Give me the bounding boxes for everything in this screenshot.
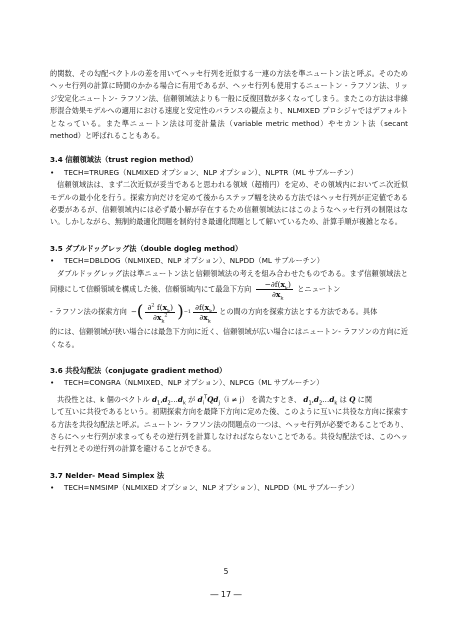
bullet-text: TECH=CONGRA（NLMIXED、NLP オプション）、NLPCG（ML サブルーチン） (64, 378, 324, 388)
section-3-5-heading: 3.5 ダブルドッグレッグ法（double dogleg method） (50, 243, 243, 253)
section-3-6-body-1: 共役性とは、k 個のベクトル $d_1,d_2\dots d_k$ が $d_i^TQd_j(i \ne j)$ を満たすとき、 $d_1,d_2\dots d_k$ は Q に関 (57, 394, 373, 407)
section-3-5-body-3: 的には、信頼領域が狭い場合には最急下方向に近く、信頼領域が広い場合にはニュートン- ラフソンの方向に近くなる。 (50, 327, 408, 349)
bullet-icon: • (50, 167, 55, 177)
text: ダブルドッグレッグ法は準ニュートン法と信頼領域法の考えを組み合わせたものである。まず信頼領域法と同様にして信頼領域を構成した後、信頼領域内にて最急下方向 (50, 268, 408, 294)
section-3-5-bullet (50, 255, 408, 267)
bullet-icon: • (50, 378, 55, 388)
footer-page-number: ― 17 ― (210, 590, 242, 599)
text: とニュートン (297, 284, 341, 294)
section-3-7-bullet (50, 482, 408, 494)
bullet-text: TECH=TRUREG（NLMIXED オプション、NLP オプション）、NLPTR（ML サブルーチン） (64, 167, 358, 177)
page-number: 5 (223, 567, 229, 576)
text: が (188, 394, 196, 404)
bullet-text: TECH=NMSIMP（NLMIXED オプション、NLP オプション）、NLPDD（ML サブルーチン） (64, 483, 359, 493)
conjugacy-formula: d (197, 394, 203, 404)
text: - ラフソン法の探索方向 (50, 307, 127, 317)
text: に関 (357, 394, 373, 404)
vector-formula: d (152, 394, 158, 404)
bullet-icon: • (50, 256, 55, 266)
hessian-formula: $\frac{\partial^2 f(x_k)}{\partial x_k^2}$ (147, 302, 174, 325)
section-3-6-body-2: して互いに共役であるという。初期探索方向を最降下方向に定めた後、このように互いに共役な方向に探索する方法を共役勾配法と呼ぶ。ニュートン- ラフソン法の問題点の一つは、ヘッセ行列が必要であることであり、さらにヘッセ行列が求まってもその逆行列を計算しなければならないことである。共役勾配法では、このヘッセ行列とその逆行列の計算を避けることができる。 (50, 407, 408, 454)
bullet-text: TECH=DBLDOG（NLMIXED、NLP オプション）、NLPDD（ML サブルーチン） (64, 256, 324, 266)
gradient-formula: $\frac{-\partial f(x_k)}{\partial x_k}$ (256, 280, 293, 299)
gradient-formula: $\frac{\partial f(x_k)}{\partial x_k}$ (195, 303, 216, 325)
text: は (339, 394, 347, 404)
intro-paragraph: 的関数、その勾配ベクトルの差を用いてヘッセ行列を近似する一連の方法を準ニュートン法と呼ぶ。そのためヘッセ行列の計算に時間のかかる場合に有用であるが、ヘッセ行列も使用するニュートン - ラフソン法、リッジ安定化ニュートン- ラフソン法、信頼領域法よりも一般に反復回数が多くなってしまう。またこの方法は非線形混合効果モデルへの適用における速度と安定性のバランスの観点より、NLMIXED プロシジャではデフォルトとなっている。また準ニュートン法は可変計量法（variable metric method）やセカント法（secant method）と呼ばれることもある。 (50, 69, 408, 141)
matrix-q: Q (349, 394, 356, 404)
section-3-5-body-1 (50, 268, 408, 302)
bullet-icon: • (50, 483, 55, 493)
section-3-6-bullet (50, 377, 408, 389)
page-body (50, 68, 408, 495)
section-3-4-heading: 3.4 信頼領域法（trust region method） (50, 155, 198, 165)
section-3-5-body-2: - ラフソン法の探索方向 − ( $\frac{\partial^2 f(x_k)}{\partial x_k^2}$ ) −1 $\frac{\partial f(x_k)}{\partial x_k}$ との間の方向を探索方法とする方法である。具体 (50, 302, 378, 325)
vector-formula: d (303, 394, 309, 404)
section-3-6-heading: 3.6 共役勾配法（conjugate gradient method） (50, 365, 227, 375)
section-3-4-body: 信頼領域法は、まず二次近似が妥当であると思われる領域（超楕円）を定め、その領域内においてニ次近似モデルの最小化を行う。探索方向だけを定めて後からステップ幅を決める方法ではヘッセ行列が正定値である必要があるが、信頼領域内には必ず最小解が存在するため信頼領域法にはこのようなヘッセ行列の制限はない。しかしながら、無制約最適化問題を制約付き最適化問題として解いているため、計算手順が複雑となる。 (50, 180, 408, 227)
section-3-7-heading: 3.7 Nelder- Mead Simplex 法 (50, 470, 165, 480)
text: との間の方向を探索方法とする方法である。具体 (219, 307, 378, 317)
section-3-4-bullet (50, 167, 408, 179)
text: を満たすとき、 (251, 394, 302, 404)
text: 共役性とは、k 個のベクトル (57, 394, 150, 404)
